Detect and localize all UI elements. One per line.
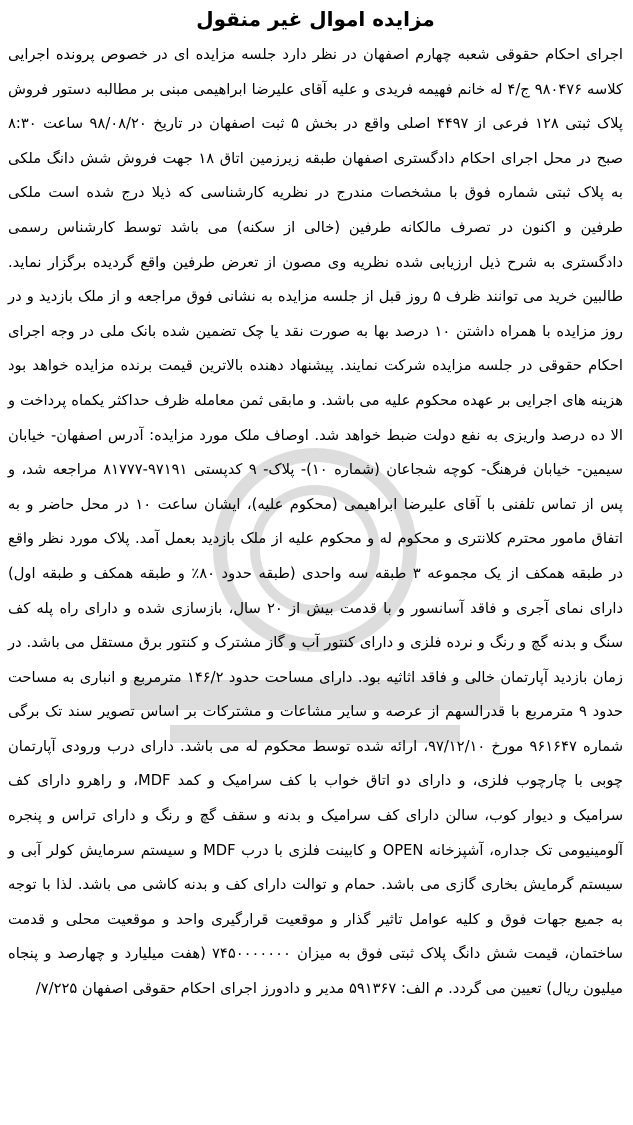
notice-title: مزایده اموال غیر منقول: [196, 7, 435, 31]
notice-body: اجرای احکام حقوقی شعبه چهارم اصفهان در نظر دارد جلسه مزایده ای در خصوص پرونده اجرایی کلاسه ۹۸۰۴۷۶ ج/۴ له خانم فهیمه فریدی و علیه آقای علیرضا ابراهیمی مبنی بر مطالبه دستور فروش پلاک ثبتی ۱۲۸ فرعی از ۴۴۹۷ اصلی واقع در بخش ۵ ثبت اصفهان در تاریخ ۹۸/۰۸/۲۰ ساعت ۸:۳۰ صبح در محل اجرای احکام دادگستری اصفهان طبقه زیرزمین اتاق ۱۸ جهت فروش شش دانگ ملکی به پلاک ثبتی شماره فوق با مشخصات مندرج در نظریه کارشناسی که ذیلا درج شده است ملکی طرفین و اکنون در تصرف مالکانه طرفین (خالی از سکنه) می باشد توسط کارشناس رسمی دادگستری به شرح ذیل ارزیابی شده نظریه وی مصون از تعرض طرفین واقع گردیده برگزار نماید. طالبین خرید می توانند ظرف ۵ روز قبل از جلسه مزایده به نشانی فوق مراجعه و از ملک بازدید و در روز مزایده با همراه داشتن ۱۰ درصد بها به صورت نقد یا چک تضمین شده بانک ملی در وجه اجرای احکام حقوقی در جلسه مزایده شرکت نمایند. پیشنهاد دهنده بالاترین قیمت برنده مزایده خواهد بود هزینه های اجرایی بر عهده محکوم علیه می باشد. و مابقی ثمن معامله ظرف حداکثر یکماه پرداخت و الا ده درصد واریزی به نفع دولت ضبط خواهد شد. اوصاف ملک مورد مزایده: آدرس اصفهان- خیابان سیمین- خیابان فرهنگ- کوچه شجاعان (شماره ۱۰)- پلاک- ۹ کدپستی ۹۷۱۹۱-۸۱۷۷۷ مراجعه شد، و پس از تماس تلفنی با آقای علیرضا ابراهیمی (محکوم علیه)، ایشان ساعت ۱۰ در محل حاضر و به اتفاق مامور محترم کلانتری و محکوم له و محکوم علیه از ملک بازدید بعمل آمد. پلاک مورد نظر واقع در طبقه همکف از یک مجموعه ۳ طبقه سه واحدی (طبقه حدود ۸۰٪ و طبقه همکف و طبقه اول) دارای نمای آجری و فاقد آسانسور و با قدمت بیش از ۲۰ سال، بازسازی شده و دارای راه پله کف سنگ و بدنه گچ و رنگ و نرده فلزی و دارای کنتور آب و گاز مشترک و کنتور برق مستقل می باشد. در زمان بازدید آپارتمان خالی و فاقد اثاثیه بود. دارای مساحت حدود ۱۴۶/۲ مترمربع و انباری به مساحت حدود ۹ مترمربع با قدرالسهم از عرصه و سایر مشاعات و مشترکات بر اساس تصویر سند تک برگی شماره ۹۶۱۶۴۷ مورخ ۹۷/۱۲/۱۰، ارائه شده توسط محکوم له می باشد. دارای درب ورودی آپارتمان چوبی با چارچوب فلزی، و دارای دو اتاق خواب با کف سرامیک و کمد MDF، و راهرو دارای کف سرامیک و دیوار کوب، سالن دارای کف سرامیک و بدنه و سقف گچ و رنگ و دارای تراس و پنجره آلومینیومی تک جداره، آشپزخانه OPEN و کابینت فلزی با درب MDF و سیستم سرمایش کولر آبی و سیستم گرمایش بخاری گازی می باشد. حمام و توالت دارای کف و بدنه کاشی می باشد. لذا با توجه به جمیع جهات فوق و کلیه عوامل تاثیر گذار و موقعیت قرارگیری واحد و موقعیت محلی و قدمت ساختمان، قیمت شش دانگ پلاک ثبتی فوق به میزان ۷۴۵۰۰۰۰۰۰۰ (هفت میلیارد و چهارصد و پنجاه میلیون ریال) تعیین می گردد. م الف: ۵۹۱۳۶۷ مدیر و دادورز اجرای احکام حقوقی اصفهان ۷/۲۲۵/: [8, 46, 624, 998]
